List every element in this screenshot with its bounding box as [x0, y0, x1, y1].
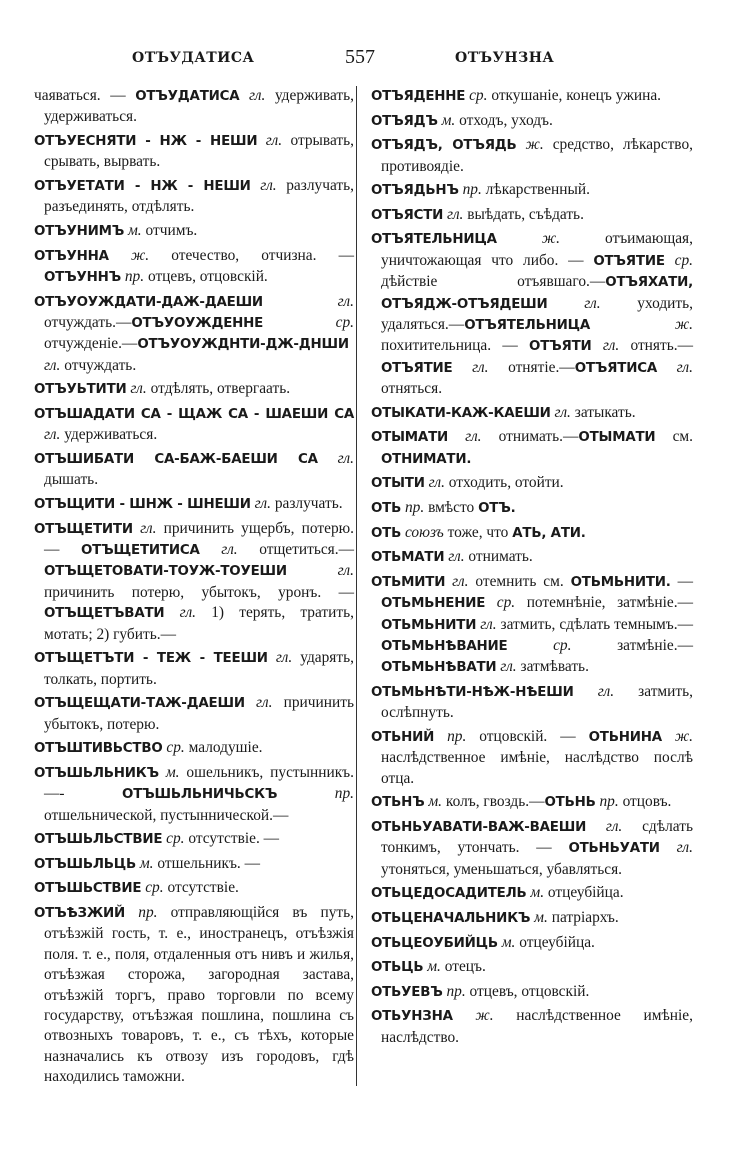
headword: ОТЪШЬЛЬЦЬ [34, 856, 137, 872]
headword: ОТЬУНЗНА [371, 1009, 453, 1025]
grammar-label: м. [424, 793, 443, 811]
definition-text: отшельнической, пустыннической.— [44, 806, 289, 824]
grammar-label: гл. [444, 548, 465, 566]
dictionary-entry [34, 176, 354, 218]
definition-text: вмѣсто [424, 499, 479, 516]
definition-text: ударять, толкать, портить. [44, 649, 354, 688]
grammar-label: ср. [485, 594, 516, 612]
definition-text: уходить, удаляться.— [381, 294, 693, 333]
dictionary-entry [34, 379, 354, 400]
dictionary-entry [371, 727, 693, 789]
grammar-label: ср. [507, 637, 572, 654]
headword: ОТЪЩЕТИТИ [34, 521, 133, 537]
definition-text: отцевъ, отцовскій. [144, 268, 268, 285]
headword: ОТЪЯСТИ [371, 207, 444, 223]
headword: ОТНИМАТИ. [381, 451, 472, 467]
dictionary-entry [371, 933, 693, 954]
grammar-label: м. [497, 933, 516, 951]
headword: ОТЪЯХАТИ, ОТЪЯДЖ-ОТЪЯДЕШИ [381, 275, 693, 312]
grammar-label: гл. [262, 292, 354, 310]
headword: ОТЪШИБАТИ СА-БАЖ-БАЕШИ СА [34, 452, 318, 467]
definition-text: отчужденіе.— [44, 335, 138, 353]
grammar-label: м. [526, 884, 545, 902]
definition-text: отшельникъ. — [153, 854, 260, 872]
dictionary-entry [371, 135, 693, 177]
headword: ОТЪЯТЕЛЬНИЦА [371, 232, 497, 248]
dictionary-entry [371, 180, 693, 201]
grammar-label: пр. [458, 181, 482, 199]
headword: ОТЫТИ [371, 476, 425, 492]
grammar-label: гл. [586, 818, 623, 835]
definition-text: затмѣніе.— [571, 637, 693, 654]
definition-text: отчимъ. [141, 222, 198, 239]
grammar-label: гл. [657, 358, 693, 376]
dictionary-entry [34, 738, 354, 759]
headword: ОТЪУНИМЪ [34, 224, 125, 239]
grammar-label: гл. [44, 356, 61, 374]
grammar-label: гл. [547, 294, 601, 312]
grammar-label: ж. [590, 316, 693, 333]
headword: ОТЫМАТИ [578, 430, 656, 446]
grammar-label: пр. [442, 982, 466, 1000]
headword: ОТЪУННЪ [44, 270, 122, 285]
grammar-label: гл. [132, 519, 157, 537]
headword: ОТЪЯТИЕ [593, 253, 665, 269]
dictionary-entry [371, 883, 693, 904]
definition-text: разлучать. [270, 495, 343, 512]
headword: ОТЪЯТИ [529, 339, 592, 355]
headword: ОТЬЦЬ [371, 960, 424, 976]
grammar-label: гл. [496, 658, 517, 676]
header-left-guide-word: ОТЪУДАТИСА [132, 50, 255, 66]
dictionary-entry [371, 982, 693, 1003]
dictionary-entry [371, 817, 693, 880]
headword: ОТЪШЬЛЬНИЧЬСКЪ [122, 787, 278, 803]
headword: ОТЪЯДЪ, ОТЪЯДЬ [371, 138, 517, 154]
grammar-label: союзъ [401, 523, 444, 541]
definition-text: 1) терять, тратить, мотать; 2) губить.— [44, 604, 354, 643]
headword: ОТЪШТИВЬСТВО [34, 741, 163, 757]
dictionary-entry [371, 908, 693, 929]
grammar-label: гл. [257, 132, 283, 149]
grammar-label: гл. [659, 839, 693, 857]
grammar-label: гл. [126, 380, 147, 398]
definition-text: отнимать.— [481, 428, 579, 446]
definition-text: отцеубійца. [544, 884, 624, 902]
headword: ОТЬМЬНѢТИ-НѢЖ-НѢЕШИ [371, 685, 574, 700]
dictionary-entry [34, 246, 354, 289]
headword: ОТЪУОУЖДНТИ-ДЖ-ДНШИ [137, 337, 349, 353]
headword: ОТЪЯДЕННЕ [371, 89, 466, 104]
grammar-label: ж. [516, 136, 544, 154]
right-column [371, 86, 693, 1051]
headword: ОТЬМЬНИТИ. [570, 574, 671, 590]
grammar-label: ср. [162, 739, 185, 757]
grammar-label: пр. [595, 793, 619, 811]
definition-text: лѣкарственный. [481, 181, 590, 199]
definition-text: отцовъ. [618, 793, 672, 811]
dictionary-entry [34, 829, 354, 850]
grammar-label: гл. [443, 205, 464, 223]
dictionary-entry [371, 205, 693, 226]
grammar-label: гл. [199, 541, 238, 558]
grammar-label: м. [136, 854, 154, 872]
definition-text: отсутствіе. — [184, 830, 280, 848]
dictionary-entry [371, 792, 693, 813]
grammar-label: гл. [286, 562, 354, 580]
grammar-label: гл. [591, 337, 620, 355]
dictionary-entry [34, 494, 354, 515]
definition-text: — [670, 572, 693, 590]
definition-text: отцевъ, отцовскій. [465, 982, 590, 1000]
headword: ОТЪѢЗЖИЙ [34, 906, 126, 921]
headword: ОТЪЩЕТЪТИ - ТЕЖ - ТЕЕШИ [34, 651, 268, 667]
dictionary-entry [34, 404, 354, 446]
definition-text: причинить ущербъ, потерю. — [44, 519, 354, 558]
definition-text: откушаніе, конецъ ужина. [487, 87, 662, 104]
definition-text: причинить убытокъ, потерю. [44, 694, 354, 733]
grammar-label: пр. [125, 904, 158, 921]
dictionary-entry [371, 1006, 693, 1048]
dictionary-entry [34, 693, 354, 735]
grammar-label: ср. [162, 830, 185, 848]
dictionary-entry [34, 519, 354, 645]
definition-text: отходить, отойти. [444, 474, 564, 492]
headword: ОТЬНЬУАТИ [568, 841, 660, 857]
headword: ОТЪЩИТИ - ШНЖ - ШНЕШИ [34, 497, 251, 512]
headword: ОТЪЩЕТОВАТИ-ТОУЖ-ТОУЕШИ [44, 564, 287, 580]
dictionary-entry [371, 498, 693, 519]
definition-text: выѣдать, съѣдать. [463, 205, 584, 223]
dictionary-entry [34, 763, 354, 826]
grammar-label: гл. [550, 403, 571, 421]
dictionary-entry [34, 86, 354, 128]
headword: ОТЬНИНА [588, 730, 662, 745]
dictionary-entry [34, 449, 354, 491]
grammar-label: ср. [141, 879, 164, 897]
grammar-label: пр. [434, 728, 467, 745]
headword: ОТЬНЬУАВАТИ-ВАЖ-ВАЕШИ [371, 820, 587, 835]
page-number: 557 [345, 46, 375, 68]
grammar-label: ср. [263, 314, 354, 331]
headword: ОТЬ [371, 501, 402, 516]
headword: ОТЫКАТИ-КАЖ-КАЕШИ [371, 405, 551, 421]
headword: АТЬ, АТИ. [512, 525, 586, 541]
definition-text: ошельникъ, пустынникъ. —- [44, 763, 354, 803]
grammar-label: м. [437, 111, 456, 129]
definition-text: отсутствіе. [163, 879, 239, 897]
dictionary-entry [34, 292, 354, 377]
headword: ОТЬНЪ [371, 795, 425, 811]
headword: ОТЬ [371, 525, 402, 541]
header-right-guide-word: ОТЪУНЗНА [455, 50, 555, 66]
grammar-label: гл. [239, 87, 266, 104]
definition-text: отецъ. [440, 958, 486, 976]
headword: ОТЪЯТИСА [574, 360, 658, 376]
headword: ОТЪУЕТАТИ - НЖ - НЕШИ [34, 179, 251, 194]
dictionary-entry [371, 682, 693, 724]
dictionary-entry [371, 473, 693, 494]
definition-text: отнятіе.— [488, 358, 575, 376]
dictionary-entry [34, 221, 354, 242]
headword: ОТЪЯДЬНЪ [371, 183, 459, 199]
headword: ОТЬНЬ [544, 795, 596, 811]
grammar-label: м. [530, 909, 548, 926]
column-divider [356, 86, 357, 1086]
definition-text: отдѣлять, отвергаать. [146, 380, 291, 398]
definition-text: отрывать, срывать, вырвать. [44, 132, 354, 171]
headword: ОТЬМЬНѢВАТИ [381, 660, 497, 676]
dictionary-entry [371, 111, 693, 132]
grammar-label: м. [158, 763, 180, 781]
dictionary-entry [34, 903, 354, 1088]
left-column [34, 86, 354, 1091]
definition-text: отчуждать.— [44, 314, 132, 331]
dictionary-entry [371, 957, 693, 978]
definition-text: затмить, ослѣпнуть. [381, 683, 693, 722]
headword: ОТЪШЬЛЬСТВИЕ [34, 832, 163, 848]
definition-text: патріархъ. [547, 909, 619, 926]
grammar-label: м. [124, 222, 142, 239]
grammar-label: гл. [448, 428, 482, 446]
headword: ОТЪУОУЖДАТИ-ДАЖ-ДАЕШИ [34, 294, 263, 310]
definition-text: тоже, что [443, 523, 513, 541]
headword: ОТЪУОУЖДЕННЕ [131, 316, 264, 331]
definition-text: дышать. [44, 471, 99, 489]
definition-text: удерживаться. [60, 426, 158, 444]
definition-text: дѣйствіе отъявшаго.— [381, 273, 606, 291]
grammar-label: гл. [573, 683, 615, 700]
headword: ОТЬЦЕНАЧАЛЬНИКЪ [371, 911, 531, 926]
page-header [0, 46, 744, 76]
dictionary-entry [371, 547, 693, 568]
headword: ОТЪЯТЕЛЬНИЦА [464, 318, 591, 333]
grammar-label: гл. [244, 694, 273, 712]
definition-text: удерживать, удерживаться. [44, 87, 354, 126]
headword: ОТЪ. [478, 501, 516, 516]
dictionary-entry [34, 648, 354, 690]
grammar-label: гл. [476, 615, 497, 633]
headword: ОТЪШЬСТВИЕ [34, 881, 142, 897]
headword: ОТЬМЬНИТИ [381, 617, 477, 633]
dictionary-entry [371, 572, 693, 679]
definition-text: малодушіе. [184, 739, 263, 757]
headword: ОТЪШАДАТИ СА - ЩАЖ СА - ШАЕШИ СА [34, 407, 354, 422]
grammar-label: ж. [661, 728, 693, 745]
grammar-label: ж. [108, 246, 150, 264]
headword: ОТЬМИТИ [371, 574, 446, 590]
headword: ОТЬЦЕДОСАДИТЕЛЬ [371, 886, 527, 902]
definition-text: наслѣдственное имѣніе, наслѣдство. [381, 1007, 693, 1046]
definition-text: отъимающая, уничтожающая что либо. — [381, 230, 693, 269]
dictionary-entry [371, 86, 693, 107]
headword: ОТЬМЬНѢВАНИЕ [381, 639, 508, 654]
grammar-label: гл. [424, 474, 445, 492]
dictionary-entry [371, 229, 693, 399]
grammar-label: гл. [317, 450, 354, 467]
definition-text: колъ, гвоздь.— [442, 793, 545, 811]
headword: ОТЬУЕВЪ [371, 984, 443, 1000]
grammar-label: гл. [445, 572, 469, 590]
grammar-label: гл. [452, 358, 489, 376]
definition-text: отщетиться.— [237, 541, 354, 558]
headword: ОТЪУДАТИСА [135, 89, 240, 104]
grammar-label: гл. [164, 604, 196, 622]
headword: ОТЪЯТИЕ [381, 360, 453, 376]
headword: ОТЪЩЕТИТИСА [81, 543, 200, 558]
grammar-label: гл. [44, 426, 61, 444]
grammar-label: м. [423, 958, 441, 976]
grammar-label: ср. [465, 87, 488, 104]
grammar-label: гл. [267, 649, 293, 667]
definition-text: отняться. [381, 380, 443, 398]
headword: ОТЬНИЙ [371, 730, 435, 745]
definition-text: средство, лѣкарство, противоядіе. [381, 136, 693, 175]
dictionary-entry [34, 131, 354, 173]
dictionary-entry [34, 854, 354, 875]
definition-text: причинить потерю, убытокъ, уронъ. — [44, 583, 354, 601]
definition-text: чаяваться. — [34, 87, 136, 104]
definition-text: отнять.— [619, 337, 693, 355]
definition-text: потемнѣніе, затмѣніе.— [515, 594, 693, 612]
definition-text: затмить, сдѣлать темнымъ.— [496, 615, 693, 633]
definition-text: отнимать. [464, 548, 533, 566]
grammar-label: пр. [277, 785, 354, 803]
headword: ОТЬМАТИ [371, 550, 445, 566]
headword: ОТЬЦЕОУБИЙЦЬ [371, 935, 498, 951]
definition-text: отцеубійца. [515, 933, 595, 951]
dictionary-entry [371, 403, 693, 424]
grammar-label: гл. [250, 177, 277, 194]
headword: ОТЪУЬТИТИ [34, 382, 127, 398]
definition-text: утоняться, уменьшаться, убавляться. [381, 860, 623, 878]
definition-text: отходъ, уходъ. [455, 111, 553, 129]
definition-text: отемнить см. [468, 572, 571, 590]
grammar-label: ср. [664, 251, 693, 269]
headword: ОТЫМАТИ [371, 430, 449, 446]
definition-text: наслѣдственное имѣніе, наслѣдство послѣ отца. [381, 749, 693, 787]
dictionary-entry [371, 523, 693, 544]
headword: ОТЪУЕСНЯТИ - НЖ - НЕШИ [34, 134, 258, 149]
grammar-label: гл. [250, 495, 271, 512]
definition-text: отправляющійся въ путь, отъѣзжій гость, т. е., иностранецъ, отъѣзжія поля. т. е., поля, отдаленныя отъ нивъ и жилья, отъѣзжая сторожа, загородная застава, отъѣзжій торгъ, право торговли по всему государству, отъѣзжая пошлина, пошлина съ отвозныхъ товаровъ, т. е., съ тѣхъ, которые назначались къ отвозу изъ городовъ, гдѣ находились таможни. [44, 904, 354, 1086]
grammar-label: пр. [121, 268, 145, 285]
definition-text: отечество, отчизна. — [149, 246, 354, 264]
headword: ОТЬМЬНЕНИЕ [381, 596, 486, 612]
headword: ОТЪЩЕТЪВАТИ [44, 606, 165, 622]
grammar-label: пр. [401, 499, 425, 516]
definition-text: отцовскій. — [466, 728, 589, 745]
definition-text: похитительница. — [381, 337, 530, 355]
definition-text: разлучать, разъединять, отдѣлять. [44, 177, 354, 216]
dictionary-entry [371, 427, 693, 470]
headword: ОТЪШЬЛЬНИКЪ [34, 765, 159, 781]
definition-text: затыкать. [570, 403, 636, 421]
dictionary-entry [34, 878, 354, 899]
grammar-label: ж. [452, 1007, 494, 1025]
grammar-label: ж. [496, 230, 560, 248]
definition-text: затмѣвать. [516, 658, 589, 676]
headword: ОТЪУННА [34, 248, 109, 264]
definition-text: сдѣлать тонкимъ, утончать. — [381, 818, 693, 857]
headword: ОТЪЯДЪ [371, 113, 438, 129]
headword: ОТЪЩЕЩАТИ-ТАЖ-ДАЕШИ [34, 696, 245, 712]
definition-text: см. [655, 428, 693, 446]
definition-text: отчуждать. [60, 356, 137, 374]
